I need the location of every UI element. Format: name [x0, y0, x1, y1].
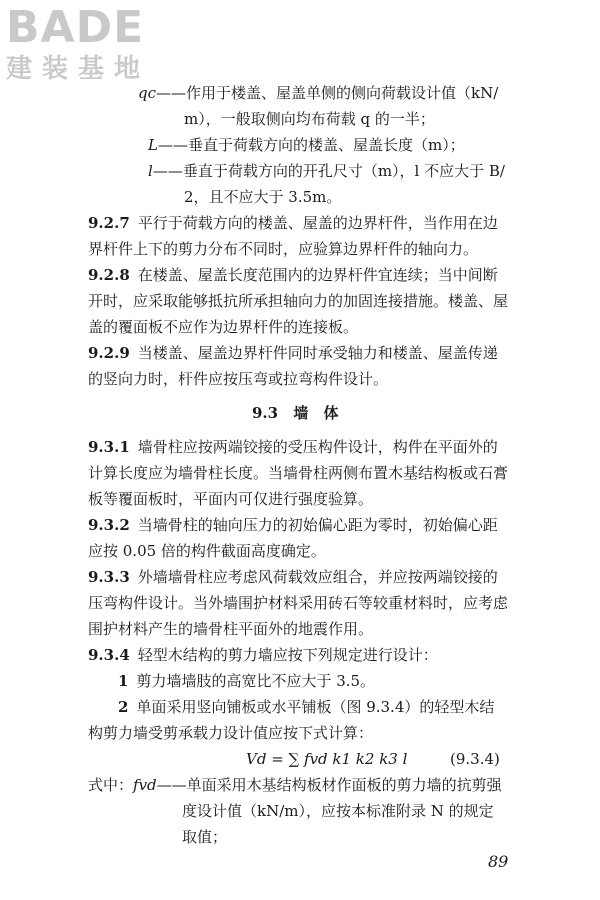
equation-formula: Vd = ∑ fvd k1 k2 k3 l — [246, 750, 408, 768]
clause-934-text1: 轻型木结构的剪力墙应按下列规定进行设计： — [137, 646, 438, 664]
where-text3: 取值； — [182, 828, 228, 846]
logo-subtitle: 建装基地 — [6, 54, 151, 84]
def-qc-text1: 作用于楼盖、屋盖单侧的侧向荷载设计值（kN/ — [186, 84, 499, 102]
item-1-line — [118, 670, 375, 692]
item-2-text2: 构剪力墙受剪承载力设计值应按下式计算： — [88, 724, 374, 742]
clause-928-text1: 在楼盖、屋盖长度范围内的边界杆件宜连续；当中间断 — [137, 266, 498, 284]
clause-932-text1: 当墙骨柱的轴向压力的初始偏心距为零时，初始偏心距 — [137, 516, 498, 534]
clause-929-text1: 当楼盖、屋盖边界杆件同时承受轴力和楼盖、屋盖传递 — [137, 344, 498, 362]
clause-928-text3: 盖的覆面板不应作为边界杆件的连接板。 — [88, 318, 359, 336]
clause-933-text1: 外墙墙骨柱应考虑风荷载效应组合，并应按两端铰接的 — [137, 568, 498, 586]
section-title: 9.3 墙 体 — [252, 404, 339, 422]
page-number: 89 — [488, 852, 509, 871]
clause-932-text2: 应按 0.05 倍的构件截面高度确定。 — [88, 542, 326, 560]
clause-931-line1 — [88, 436, 498, 458]
where-text2: 度设计值（kN/m），应按本标准附录 N 的规定 — [182, 802, 494, 820]
clause-927-text1: 平行于荷载方向的楼盖、屋盖的边界杆件，当作用在边 — [137, 214, 498, 232]
def-qc-text2: m），一般取侧向均布荷载 q 的一半； — [184, 110, 435, 128]
clause-928-text2: 开时，应采取能够抵抗所承担轴向力的加固连接措施。楼盖、屋 — [88, 292, 509, 310]
clause-928-number: 9.2.8 — [88, 266, 130, 284]
item-2-number: 2 — [118, 698, 129, 716]
where-text1: 单面采用木基结构板材作面板的剪力墙的抗剪强 — [186, 776, 502, 794]
item-1-number: 1 — [118, 672, 129, 690]
clause-929-line1 — [88, 342, 498, 364]
clause-934-number: 9.3.4 — [88, 646, 130, 664]
brand-logo — [6, 4, 186, 84]
clause-932-line1 — [88, 514, 498, 536]
clause-933-text2: 压弯构件设计。当外墙围护材料采用砖石等较重材料时，应考虑 — [88, 594, 509, 612]
clause-928-line1 — [88, 264, 498, 286]
where-line1: 式中：fvd——单面采用木基结构板材作面板的剪力墙的抗剪强 — [88, 776, 502, 794]
def-l-symbol: l — [148, 162, 153, 180]
def-L-line: L——垂直于荷载方向的楼盖、屋盖长度（m）； — [148, 136, 465, 154]
def-L-text: 垂直于荷载方向的楼盖、屋盖长度（m）； — [187, 136, 465, 154]
logo-brand: BADE — [6, 2, 145, 53]
clause-934-line1 — [88, 644, 438, 666]
clause-927-text2: 界杆件上下的剪力分布不同时，应验算边界杆件的轴向力。 — [88, 240, 479, 258]
clause-933-line1 — [88, 566, 498, 588]
clause-927-number: 9.2.7 — [88, 214, 130, 232]
clause-932-number: 9.3.2 — [88, 516, 130, 534]
item-2-text1: 单面采用竖向铺板或水平铺板（图 9.3.4）的轻型木结 — [136, 698, 495, 716]
item-1-text: 剪力墙墙肢的高宽比不应大于 3.5。 — [136, 672, 376, 690]
where-prefix: 式中： — [88, 776, 134, 794]
def-l-text2: 2，且不应大于 3.5m。 — [184, 188, 342, 206]
clause-931-text2: 计算长度应为墙骨柱长度。当墙骨柱两侧布置木基结构板或石膏 — [88, 464, 509, 482]
clause-931-text1: 墙骨柱应按两端铰接的受压构件设计，构件在平面外的 — [137, 438, 498, 456]
def-qc-symbol: qc — [138, 84, 157, 102]
def-qc-line1: qc——作用于楼盖、屋盖单侧的侧向荷载设计值（kN/ — [138, 84, 499, 102]
clause-931-text3: 板等覆面板时，平面内可仅进行强度验算。 — [88, 490, 374, 508]
equation-number: (9.3.4) — [450, 750, 500, 768]
where-symbol: fvd — [133, 776, 157, 794]
clause-931-number: 9.3.1 — [88, 438, 130, 456]
clause-929-number: 9.2.9 — [88, 344, 130, 362]
def-L-symbol: L — [148, 136, 158, 154]
def-l-text1: 垂直于荷载方向的开孔尺寸（m），l 不应大于 B/ — [182, 162, 505, 180]
clause-933-text3: 围护材料产生的墙骨柱平面外的地震作用。 — [88, 620, 374, 638]
clause-929-text2: 的竖向力时，杆件应按压弯或拉弯构件设计。 — [88, 370, 389, 388]
clause-927-line1 — [88, 212, 498, 234]
clause-933-number: 9.3.3 — [88, 568, 130, 586]
item-2-line1 — [118, 696, 494, 718]
def-l-line1: l——垂直于荷载方向的开孔尺寸（m），l 不应大于 B/ — [148, 162, 505, 180]
